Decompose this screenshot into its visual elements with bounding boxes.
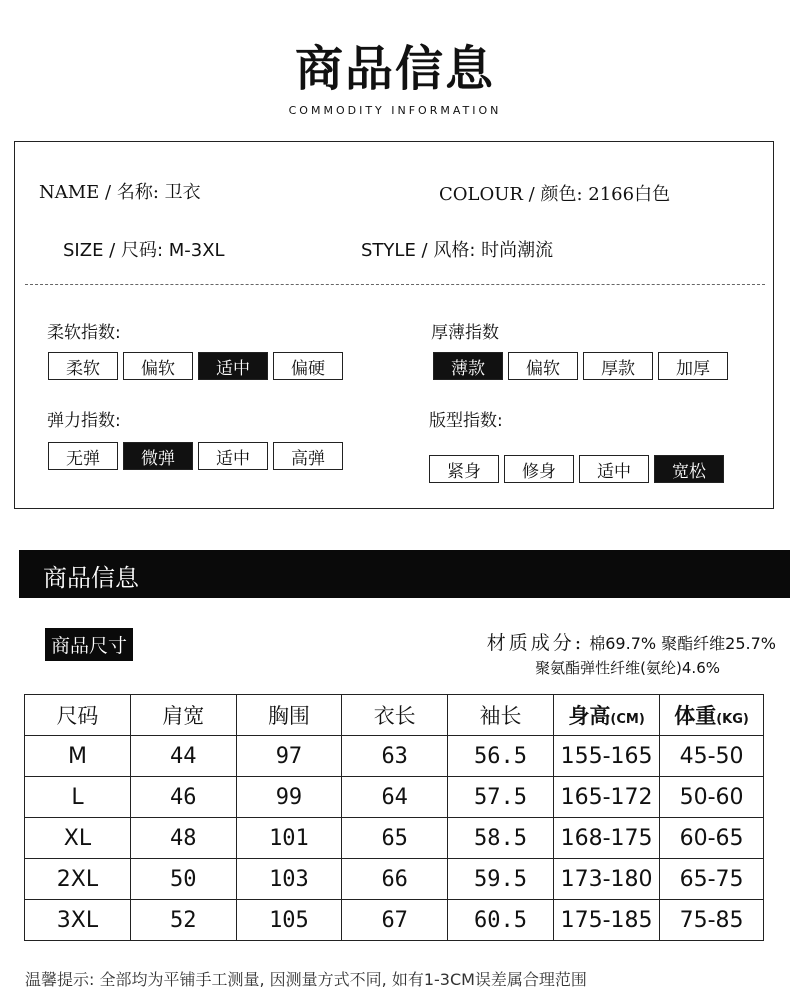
table-cell: 50-60 — [660, 777, 764, 818]
product-style: STYLE / 风格: 时尚潮流 — [361, 240, 554, 261]
table-cell: 64 — [342, 777, 448, 818]
index-option: 加厚 — [658, 352, 728, 380]
table-row — [25, 859, 764, 900]
table-cell: 67 — [342, 900, 448, 941]
size-section-tag: 商品尺寸 — [45, 628, 133, 661]
table-header-cell — [448, 695, 554, 736]
material-composition-2: 聚氨酯弹性纤维(氨纶)4.6% — [535, 659, 720, 677]
table-cell: 173-180 — [554, 859, 660, 900]
table-header-cell — [25, 695, 131, 736]
product-size: SIZE / 尺码: M-3XL — [63, 240, 225, 261]
table-cell: 101 — [236, 818, 342, 859]
table-cell: 105 — [236, 900, 342, 941]
table-row — [25, 736, 764, 777]
table-cell: 75-85 — [660, 900, 764, 941]
table-cell: 63 — [342, 736, 448, 777]
table-cell: 50 — [130, 859, 236, 900]
table-cell: 2XL — [25, 859, 131, 900]
softness-options — [48, 352, 348, 380]
material-composition-1: 棉69.7% 聚酯纤维25.7% — [589, 634, 776, 653]
product-colour: COLOUR / 颜色: 2166白色 — [439, 184, 671, 205]
material-line-1 — [487, 628, 776, 655]
index-option: 高弹 — [273, 442, 343, 470]
index-option: 修身 — [504, 455, 574, 483]
table-cell: 175-185 — [554, 900, 660, 941]
table-cell: 57.5 — [448, 777, 554, 818]
index-option: 薄款 — [433, 352, 503, 380]
table-cell: 44 — [130, 736, 236, 777]
index-option: 无弹 — [48, 442, 118, 470]
table-cell: 97 — [236, 736, 342, 777]
table-cell: 45-50 — [660, 736, 764, 777]
elasticity-options — [48, 442, 348, 470]
table-row — [25, 777, 764, 818]
table-cell: 60-65 — [660, 818, 764, 859]
size-table — [24, 694, 764, 941]
table-cell: 99 — [236, 777, 342, 818]
table-cell: 59.5 — [448, 859, 554, 900]
table-header-cell — [342, 695, 448, 736]
table-cell: L — [25, 777, 131, 818]
product-name: NAME / 名称: 卫衣 — [39, 182, 201, 203]
index-option: 厚款 — [583, 352, 653, 380]
index-option: 紧身 — [429, 455, 499, 483]
header-label: 身高 — [568, 704, 611, 728]
elasticity-index-label: 弹力指数: — [47, 411, 121, 431]
table-row — [25, 818, 764, 859]
product-info-box — [14, 141, 774, 509]
table-header-cell — [130, 695, 236, 736]
header-label: 胸围 — [267, 704, 310, 728]
table-cell: 165-172 — [554, 777, 660, 818]
table-cell: 155-165 — [554, 736, 660, 777]
table-header-cell — [236, 695, 342, 736]
table-cell: 58.5 — [448, 818, 554, 859]
header-label: 肩宽 — [162, 704, 205, 728]
softness-index-label: 柔软指数: — [47, 323, 121, 343]
index-option: 微弹 — [123, 442, 193, 470]
table-cell: XL — [25, 818, 131, 859]
table-header-cell — [660, 695, 764, 736]
index-option: 偏软 — [123, 352, 193, 380]
thickness-options — [433, 352, 733, 380]
table-cell: 3XL — [25, 900, 131, 941]
table-cell: M — [25, 736, 131, 777]
page-subtitle: COMMODITY INFORMATION — [288, 104, 502, 117]
index-option: 适中 — [198, 352, 268, 380]
header-label: 体重 — [674, 704, 717, 728]
index-option: 宽松 — [654, 455, 724, 483]
table-cell: 48 — [130, 818, 236, 859]
table-header-row — [25, 695, 764, 736]
table-cell: 168-175 — [554, 818, 660, 859]
table-cell: 52 — [130, 900, 236, 941]
table-row — [25, 900, 764, 941]
index-option: 偏硬 — [273, 352, 343, 380]
header-unit: (CM) — [610, 712, 645, 727]
fit-options — [429, 455, 729, 483]
banner-title: 商品信息 — [43, 564, 139, 592]
page-title: 商品信息 — [294, 41, 495, 97]
dashed-divider — [25, 284, 765, 285]
table-cell: 60.5 — [448, 900, 554, 941]
table-cell: 46 — [130, 777, 236, 818]
index-option: 适中 — [198, 442, 268, 470]
fit-index-label: 版型指数: — [429, 411, 503, 431]
table-cell: 65 — [342, 818, 448, 859]
header-label: 衣长 — [373, 704, 416, 728]
header-label: 袖长 — [479, 704, 522, 728]
index-option: 适中 — [579, 455, 649, 483]
table-cell: 66 — [342, 859, 448, 900]
table-cell: 65-75 — [660, 859, 764, 900]
index-option: 偏软 — [508, 352, 578, 380]
header-unit: (KG) — [716, 712, 749, 727]
header-label: 尺码 — [56, 704, 99, 728]
table-cell: 103 — [236, 859, 342, 900]
table-cell: 56.5 — [448, 736, 554, 777]
index-option: 柔软 — [48, 352, 118, 380]
measurement-note: 温馨提示: 全部均为平铺手工测量, 因测量方式不同, 如有1-3CM误差属合理范围 — [25, 970, 587, 989]
thickness-index-label: 厚薄指数 — [431, 323, 499, 343]
material-label: 材质成分: — [486, 632, 585, 654]
section-banner — [19, 550, 790, 598]
table-header-cell — [554, 695, 660, 736]
